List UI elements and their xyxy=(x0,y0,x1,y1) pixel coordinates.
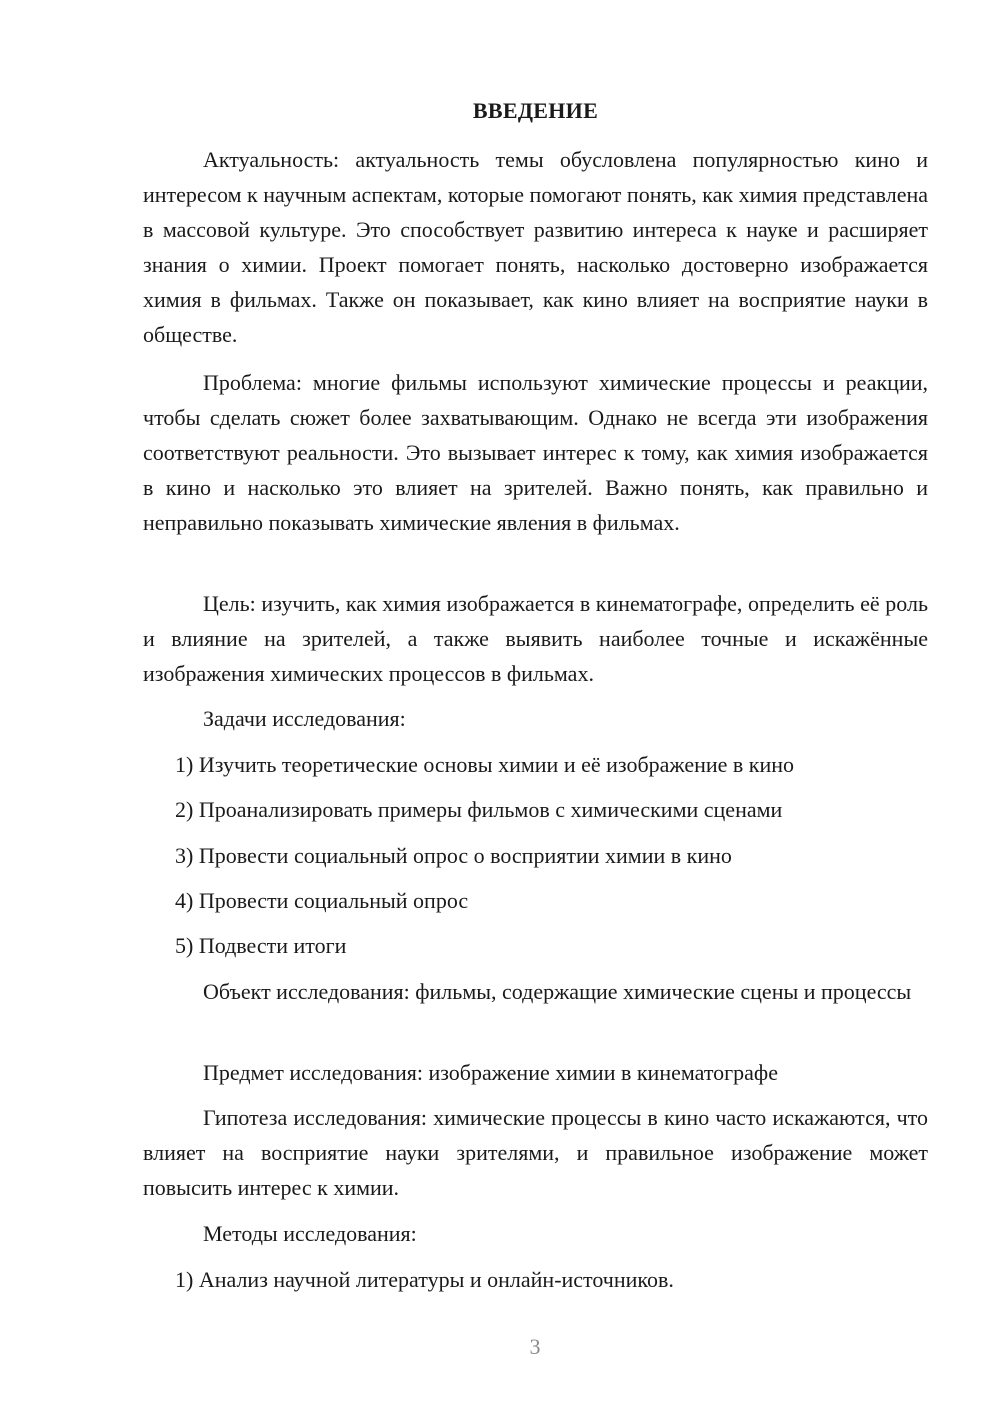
task-item: 5) Подвести итоги xyxy=(175,933,347,958)
page-title: ВВЕДЕНИЕ xyxy=(472,98,599,123)
problem-paragraph: Проблема: многие фильмы используют химические процессы и реакции, чтобы сделать сюжет более захватывающим. Однако не всегда эти изображения соответствуют реальности. Это вызывает интерес к тому, как химия изображается в кино и насколько это влияет на зрителей. Важно понять, как правильно и неправильно показывать химические явления в фильмах. xyxy=(143,370,928,535)
task-item: 4) Провести социальный опрос xyxy=(175,888,469,913)
relevance-paragraph: Актуальность: актуальность темы обусловлена популярностью кино и интересом к научным аспектам, которые помогают понять, как химия представлена в массовой культуре. Это способствует развитию интереса к науке и расширяет знания о химии. Проект помогает понять, насколько достоверно изображается химия в фильмах. Также он показывает, как кино влияет на восприятие науки в обществе. xyxy=(143,147,928,347)
task-item: 2) Проанализировать примеры фильмов с химическими сценами xyxy=(175,797,783,822)
methods-heading: Методы исследования: xyxy=(203,1221,417,1246)
method-item: 1) Анализ научной литературы и онлайн-источников. xyxy=(175,1267,674,1292)
hypothesis-paragraph: Гипотеза исследования: химические процессы в кино часто искажаются, что влияет на восприятие науки зрителями, и правильное изображение может повысить интерес к химии. xyxy=(143,1105,928,1200)
goal-paragraph: Цель: изучить, как химия изображается в кинематографе, определить её роль и влияние на зрителей, а также выявить наиболее точные и искажённые изображения химических процессов в фильмах. xyxy=(143,591,928,686)
page-number: 3 xyxy=(529,1334,541,1359)
object-paragraph: Объект исследования: фильмы, содержащие химические сцены и процессы xyxy=(203,979,912,1004)
tasks-heading: Задачи исследования: xyxy=(203,706,406,731)
task-item: 3) Провести социальный опрос о восприятии химии в кино xyxy=(175,843,732,868)
task-item: 1) Изучить теоретические основы химии и её изображение в кино xyxy=(175,752,795,777)
subject-paragraph: Предмет исследования: изображение химии в кинематографе xyxy=(203,1060,778,1085)
